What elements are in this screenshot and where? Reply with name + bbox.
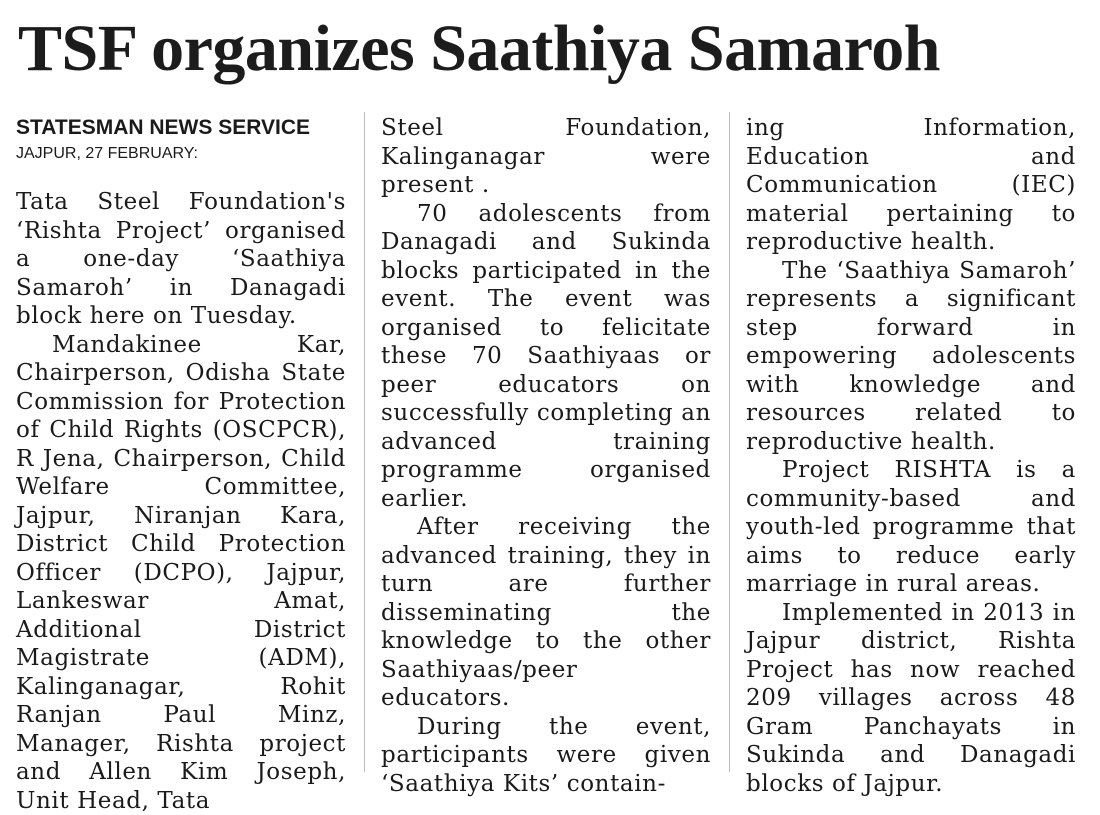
paragraph: 70 adolescents from Danagadi and Sukinda blocks participated in the event. The event was organised to felicitate these 70 Saathiyaas or peer educators on successfully completing an advanced training programme organised earlier.	[381, 200, 711, 514]
paragraph: Steel Foundation, Kalinganagar were present .	[381, 114, 711, 200]
paragraph: Tata Steel Foundation's ‘Rishta Project’ organised a one-day ‘Saathiya Samaroh’ in Danagadi block here on Tuesday.	[16, 188, 346, 331]
paragraph: ing Information, Education and Communication (IEC) material pertaining to reproductive health.	[746, 114, 1076, 257]
byline: STATESMAN NEWS SERVICE	[16, 116, 346, 140]
article-column-2	[381, 114, 711, 798]
paragraph: Implemented in 2013 in Jajpur district, Rishta Project has now reached 209 villages across 48 Gram Panchayats in Sukinda and Danagadi blocks of Jajpur.	[746, 599, 1076, 799]
paragraph: The ‘Saathiya Samaroh’ represents a significant step forward in empowering adolescents with knowledge and resources related to reproductive health.	[746, 257, 1076, 457]
dateline: JAJPUR, 27 FEBRUARY:	[16, 144, 346, 164]
column-divider	[364, 112, 365, 772]
article-column-3	[746, 114, 1076, 798]
paragraph: After receiving the advanced training, they in turn are further disseminating the knowledge to the other Saathiyaas/peer educators.	[381, 513, 711, 713]
article-column-1	[16, 116, 346, 815]
paragraph: During the event, participants were given ‘Saathiya Kits’ contain-	[381, 713, 711, 799]
column-divider	[729, 112, 730, 772]
paragraph: Mandakinee Kar, Chairperson, Odisha State Commission for Protection of Child Rights (OSCPCR), R Jena, Chairperson, Child Welfare Committee, Jajpur, Niranjan Kara, District Child Protection Officer (DCPO), Jajpur, Lankeswar Amat, Additional District Magistrate (ADM), Kalinganagar, Rohit Ranjan Paul Minz, Manager, Rishta project and Allen Kim Joseph, Unit Head, Tata	[16, 331, 346, 815]
paragraph: Project RISHTA is a community-based and youth-led programme that aims to reduce early marriage in rural areas.	[746, 456, 1076, 599]
headline: TSF organizes Saathiya Samaroh	[18, 8, 1088, 90]
